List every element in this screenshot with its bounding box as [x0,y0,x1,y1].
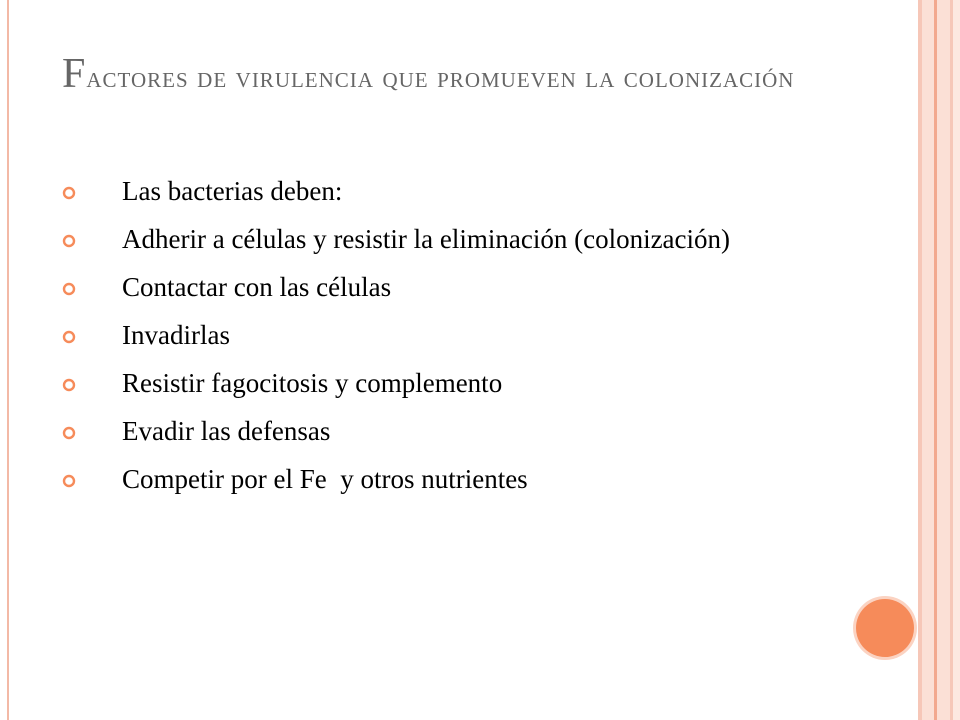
title-rest: actores de virulencia que promueven la colonización [86,61,795,94]
bullet-list [60,174,860,510]
bullet-text: Evadir las defensas [122,416,331,446]
list-item [60,366,860,400]
list-item [60,414,860,448]
orange-ring-icon [62,234,76,248]
right-stripe [937,0,950,720]
list-item [60,222,860,256]
orange-ring-icon [62,426,76,440]
slide-title [62,50,882,102]
bullet-text: Las bacterias deben: [122,176,343,206]
bullet-text: Competir por el Fe y otros nutrientes [122,464,528,494]
right-stripe [953,0,960,720]
list-item [60,174,860,208]
bullet-text: Contactar con las células [122,272,392,302]
orange-ring-icon [62,186,76,200]
bullet-text: Resistir fagocitosis y complemento [122,368,503,398]
right-stripe [922,0,934,720]
orange-ring-icon [62,474,76,488]
orange-circle-decoration [856,599,914,657]
orange-ring-icon [62,282,76,296]
orange-ring-icon [62,378,76,392]
list-item [60,462,860,496]
list-item [60,318,860,352]
bullet-text: Adherir a células y resistir la eliminación (colonización) [122,224,731,254]
bullet-text: Invadirlas [122,320,230,350]
list-item [60,270,860,304]
left-frame-line [7,0,9,720]
orange-ring-icon [62,330,76,344]
title-first-letter: F [62,51,87,97]
